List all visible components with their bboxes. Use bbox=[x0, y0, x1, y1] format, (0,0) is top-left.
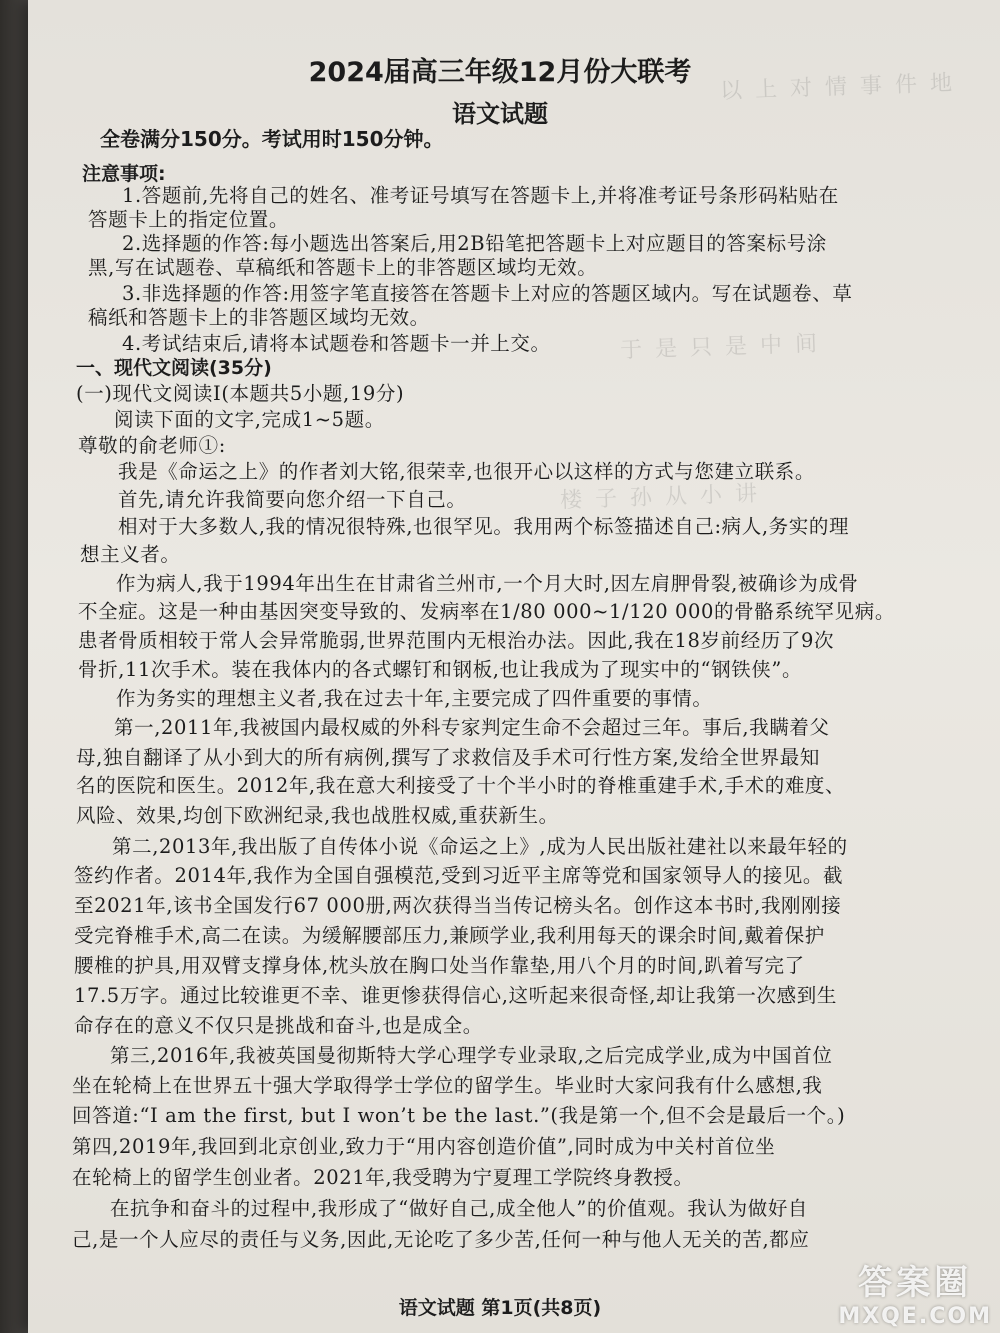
exam-info: 全卷满分150分。考试用时150分钟。 bbox=[100, 127, 444, 151]
passage-line: 不全症。这是一种由基因突变导致的、发病率在1/80 000~1/120 000的骨骼系统罕见病。 bbox=[78, 600, 895, 623]
notice-line: 黑,写在试题卷、草稿纸和答题卡上的非答题区域均无效。 bbox=[88, 256, 598, 279]
exam-title: 2024届高三年级12月份大联考 bbox=[308, 57, 692, 88]
passage-line: 第一,2011年,我被国内最权威的外科专家判定生命不会超过三年。事后,我瞒着父 bbox=[114, 716, 830, 739]
passage-line: 第三,2016年,我被英国曼彻斯特大学心理学专业录取,之后完成学业,成为中国首位 bbox=[110, 1044, 833, 1067]
notice-line: 稿纸和答题卡上的非答题区域均无效。 bbox=[88, 306, 430, 329]
passage-line: 己,是一个人应尽的责任与义务,因此,无论吃了多少苦,任何一种与他人无关的苦,都应 bbox=[72, 1228, 810, 1251]
passage-line: 回答道:“I am the first, but I won’t be the last.”(我是第一个,但不会是最后一个。) bbox=[72, 1104, 846, 1127]
passage-line: 作为务实的理想主义者,我在过去十年,主要完成了四件重要的事情。 bbox=[116, 687, 713, 710]
passage-line: 我是《命运之上》的作者刘大铭,很荣幸,也很开心以这样的方式与您建立联系。 bbox=[118, 460, 815, 483]
notice-heading: 注意事项: bbox=[82, 163, 166, 185]
notice-line: 1.答题前,先将自己的姓名、准考证号填写在答题卡上,并将准考证号条形码粘贴在 bbox=[122, 184, 839, 207]
passage-line: 想主义者。 bbox=[80, 543, 181, 566]
bleed-through-text: 以 上 对 情 事 件 地 bbox=[719, 70, 956, 105]
notice-line: 3.非选择题的作答:用签字笔直接答在答题卡上对应的答题区域内。写在试题卷、草 bbox=[122, 282, 853, 305]
passage-line: 在抗争和奋斗的过程中,我形成了“做好自己,成全他人”的价值观。我认为做好自 bbox=[110, 1197, 809, 1220]
watermark-logo: 答案圈 bbox=[858, 1263, 973, 1303]
passage-line: 至2021年,该书全国发行67 000册,两次获得当当传记榜头名。创作这本书时,我刚刚接 bbox=[74, 894, 842, 917]
passage-line: 在轮椅上的留学生创业者。2021年,我受聘为宁夏理工学院终身教授。 bbox=[72, 1166, 694, 1189]
passage-line: 骨折,11次手术。装在我体内的各式螺钉和钢板,也让我成为了现实中的“钢铁侠”。 bbox=[78, 658, 803, 681]
page-footer: 语文试题 第1页(共8页) bbox=[398, 1297, 602, 1319]
passage-line: 母,独自翻译了从小到大的所有病例,撰写了求救信及手术可行性方案,发给全世界最知 bbox=[76, 746, 820, 769]
notice-line: 2.选择题的作答:每小题选出答案后,用2B铅笔把答题卡上对应题目的答案标号涂 bbox=[122, 232, 827, 255]
section-heading: 一、现代文阅读(35分) bbox=[76, 357, 272, 379]
watermark-url: MXQE.COM bbox=[838, 1304, 992, 1329]
passage-line: 命存在的意义不仅只是挑战和奋斗,也是成全。 bbox=[74, 1014, 483, 1037]
passage-line: 相对于大多数人,我的情况很特殊,也很罕见。我用两个标签描述自己:病人,务实的理 bbox=[118, 515, 850, 538]
passage-line: 签约作者。2014年,我作为全国自强模范,受到习近平主席等党和国家领导人的接见。截 bbox=[74, 864, 844, 887]
bleed-through-text: 于 是 只 是 中 间 bbox=[619, 331, 821, 364]
passage-line: 坐在轮椅上在世界五十强大学取得学士学位的留学生。毕业时大家问我有什么感想,我 bbox=[72, 1074, 823, 1097]
site-watermark bbox=[838, 1255, 992, 1329]
passage-line: 风险、效果,均创下欧洲纪录,我也战胜权威,重获新生。 bbox=[76, 804, 559, 827]
passage-line: 腰椎的护具,用双臂支撑身体,枕头放在胸口处当作靠垫,用八个月的时间,趴着写完了 bbox=[74, 954, 805, 977]
passage-line: 受完脊椎手术,高二在读。为缓解腰部压力,兼顾学业,我利用每天的课余时间,戴着保护 bbox=[74, 924, 825, 947]
letter-salutation: 尊敬的俞老师①: bbox=[78, 434, 226, 457]
notice-line: 4.考试结束后,请将本试题卷和答题卡一并上交。 bbox=[122, 332, 551, 355]
passage-line: 首先,请允许我简要向您介绍一下自己。 bbox=[118, 488, 467, 511]
passage-line: 17.5万字。通过比较谁更不幸、谁更惨获得信心,这听起来很奇怪,却让我第一次感到生 bbox=[74, 984, 837, 1007]
passage-line: 第二,2013年,我出版了自传体小说《命运之上》,成为人民出版社建社以来最年轻的 bbox=[112, 835, 848, 858]
passage-line: 第四,2019年,我回到北京创业,致力于“用内容创造价值”,同时成为中关村首位坐 bbox=[72, 1135, 776, 1158]
passage-line: 作为病人,我于1994年出生在甘肃省兰州市,一个月大时,因左肩胛骨裂,被确诊为成骨 bbox=[116, 572, 859, 595]
bleed-through-text: 楼 子 孙 从 小 讲 bbox=[559, 481, 761, 514]
notice-line: 答题卡上的指定位置。 bbox=[88, 208, 290, 231]
passage-line: 名的医院和医生。2012年,我在意大利接受了十个半小时的脊椎重建手术,手术的难度、 bbox=[76, 774, 846, 797]
subject-title: 语文试题 bbox=[452, 100, 548, 128]
passage-line: 患者骨质相较于常人会异常脆弱,世界范围内无根治办法。因此,我在18岁前经历了9次 bbox=[78, 629, 835, 652]
reading-instruction: 阅读下面的文字,完成1~5题。 bbox=[114, 408, 385, 431]
sub-section-heading: (一)现代文阅读Ⅰ(本题共5小题,19分) bbox=[76, 382, 405, 405]
